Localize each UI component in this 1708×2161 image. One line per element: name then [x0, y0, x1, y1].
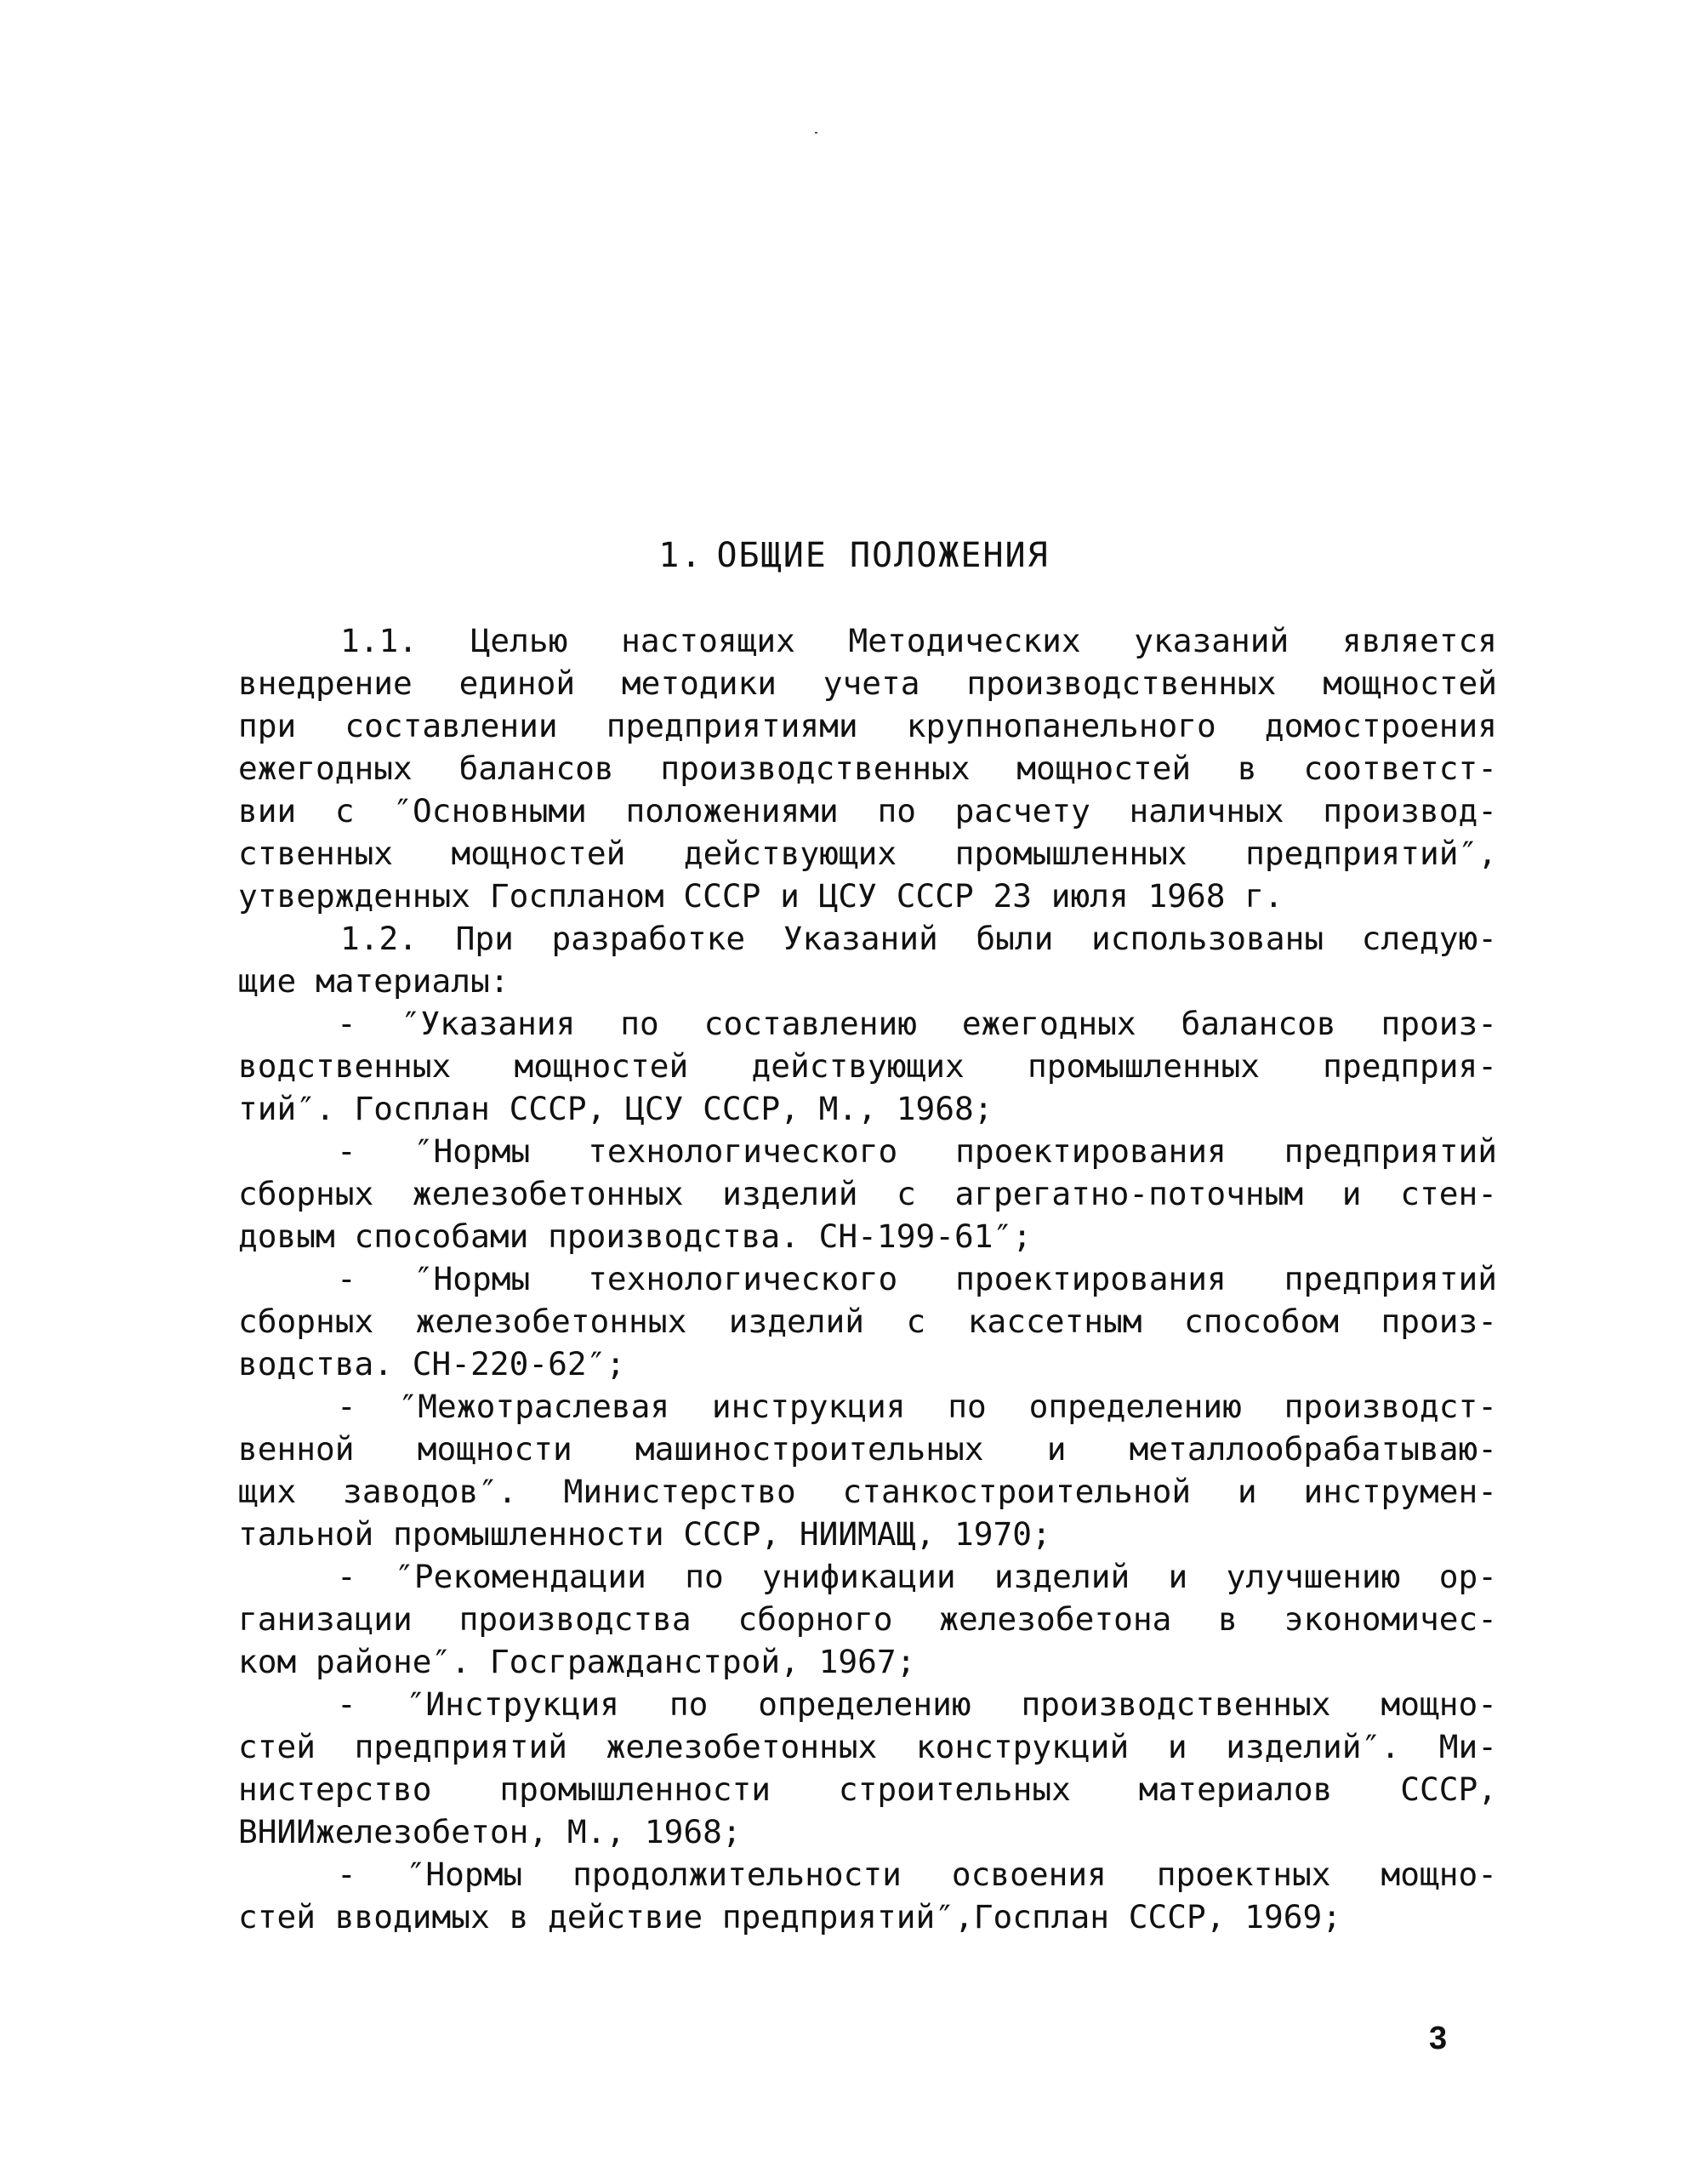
list-item-line: стей вводимых в действие предприятий″,Госплан СССР, 1969; [238, 1898, 1342, 1936]
list-item-line: - ″Рекомендации по унификации изделий и улучшению ор- [337, 1558, 1497, 1595]
list-item-line: тальной промышленности СССР, НИИМАЩ, 1970; [238, 1515, 1051, 1553]
list-item-line: венной мощности машиностроительных и металлообрабатываю- [238, 1430, 1497, 1468]
paragraph-1-1-line: ежегодных балансов производственных мощностей в соответст- [238, 750, 1497, 787]
paragraph-1-1-line: вии с ″Основными положениями по расчету наличных производ- [238, 792, 1497, 830]
list-item-line: - ″Межотраслевая инструкция по определению производст- [337, 1388, 1497, 1425]
section-heading [0, 536, 1708, 575]
paragraph-1-1-line: 1.1. Целью настоящих Методических указаний является [340, 622, 1497, 659]
page-number: 3 [1429, 2021, 1448, 2056]
list-item-line: - ″Инструкция по определению производственных мощно- [337, 1685, 1497, 1723]
list-item-line: - ″Нормы технологического проектирования предприятий [337, 1260, 1497, 1297]
paragraph-1-1-line: ственных мощностей действующих промышленных предприятий″, [238, 835, 1497, 872]
list-item-line: тий″. Госплан СССР, ЦСУ СССР, М., 1968; [238, 1090, 993, 1127]
section-title: ОБЩИЕ ПОЛОЖЕНИЯ [716, 536, 1050, 575]
list-item-line: ганизации производства сборного железобетона в экономичес- [238, 1600, 1497, 1638]
list-item-line: - ″Указания по составлению ежегодных балансов произ- [337, 1005, 1497, 1042]
list-item-line: щих заводов″. Министерство станкостроительной и инструмен- [238, 1473, 1497, 1510]
list-item-line: нистерство промышленности строительных материалов СССР, [238, 1770, 1497, 1808]
list-item-line: - ″Нормы продолжительности освоения проектных мощно- [337, 1856, 1497, 1893]
paragraph-1-1-line: утвержденных Госпланом СССР и ЦСУ СССР 23 июля 1968 г. [238, 877, 1284, 915]
list-item-line: водственных мощностей действующих промышленных предприя- [238, 1047, 1497, 1085]
body-text [238, 619, 1497, 1938]
paragraph-1-2-line: 1.2. При разработке Указаний были использованы следую- [340, 920, 1497, 957]
list-item-line: сборных железобетонных изделий с кассетным способом произ- [238, 1303, 1497, 1340]
list-item-line: ВНИИжелезобетон, М., 1968; [238, 1813, 742, 1850]
paragraph-1-2-line: щие материалы: [238, 962, 510, 1000]
paragraph-1-1-line: внедрение единой методики учета производственных мощностей [238, 664, 1497, 702]
paragraph-1-1-line: при составлении предприятиями крупнопанельного домостроения [238, 707, 1497, 744]
section-number: 1. [658, 536, 703, 575]
list-item-line: довым способами производства. СН-199-61″; [238, 1217, 1032, 1255]
list-item-line: ком районе″. Госгражданстрой, 1967; [238, 1643, 916, 1680]
list-item-line: водства. СН-220-62″; [238, 1345, 626, 1383]
list-item-line: сборных железобетонных изделий с агрегатно-поточным и стен- [238, 1175, 1497, 1212]
list-item-line: - ″Нормы технологического проектирования предприятий [337, 1132, 1497, 1170]
scan-speck [815, 132, 817, 134]
list-item-line: стей предприятий железобетонных конструкций и изделий″. Ми- [238, 1728, 1497, 1765]
